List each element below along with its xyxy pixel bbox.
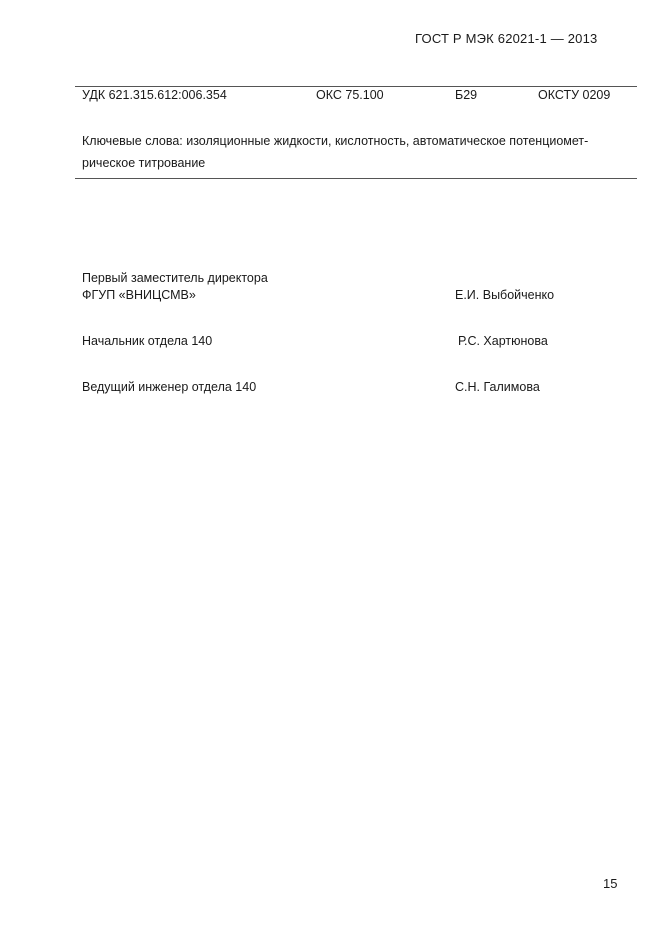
keywords-line-1: Ключевые слова: изоляционные жидкости, кислотность, автоматическое потенциомет- (82, 134, 589, 148)
signatory-3-position: Ведущий инженер отдела 140 (82, 380, 257, 394)
group-code: Б29 (455, 88, 478, 102)
signatory-2-position: Начальник отдела 140 (82, 334, 213, 348)
signatory-3-name: С.Н. Галимова (455, 380, 540, 394)
signatory-1-position: Первый заместитель директора (82, 271, 268, 285)
signatory-1-organization: ФГУП «ВНИЦСМВ» (82, 288, 196, 302)
udk-code: УДК 621.315.612:006.354 (82, 88, 227, 102)
bottom-divider (75, 178, 637, 179)
signatory-1-name: Е.И. Выбойченко (455, 288, 555, 302)
signatory-2-name: Р.С. Хартюнова (458, 334, 548, 348)
keywords-line-2: рическое титрование (82, 156, 206, 170)
page-number: 15 (603, 876, 618, 891)
document-header: ГОСТ Р МЭК 62021-1 — 2013 (415, 31, 598, 46)
oks-code: ОКС 75.100 (316, 88, 384, 102)
top-divider (75, 86, 637, 87)
okstu-code: ОКСТУ 0209 (538, 88, 611, 102)
